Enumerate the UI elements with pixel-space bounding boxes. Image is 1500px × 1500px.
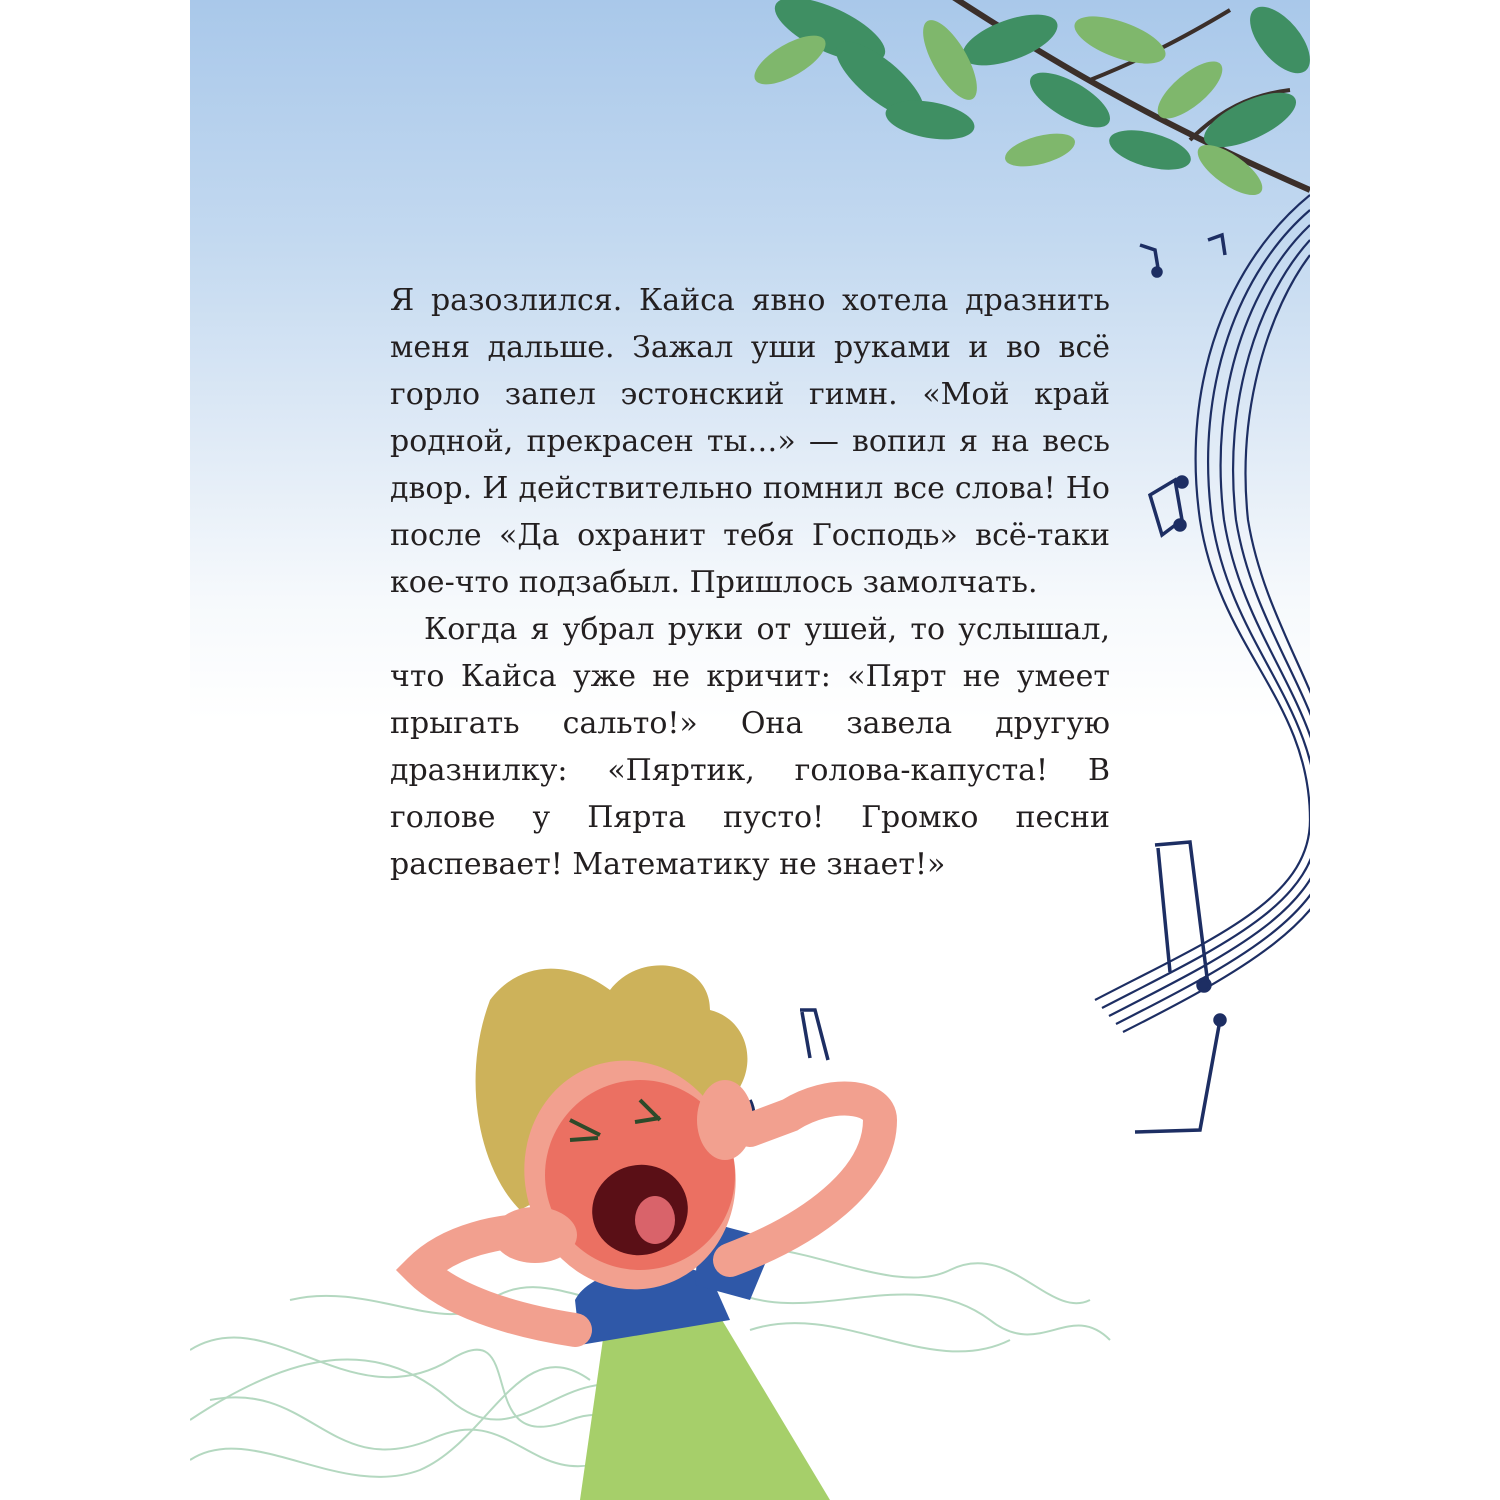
book-page — [190, 0, 1310, 1500]
story-text — [390, 277, 1110, 888]
tree-branch — [747, 0, 1310, 204]
music-staff — [1095, 195, 1310, 1032]
story-paragraph-1: Я разозлился. Кайса явно хотела дразнить меня дальше. Зажал уши руками и во всё горло запел эстонский гимн. «Мой край родной, прекрасен ты…» — вопил я на весь двор. И действительно помнил все слова! Но после «Да охранит тебя Господь» всё-таки кое-что подзабыл. Пришлось замолчать. — [390, 283, 1110, 600]
story-paragraph-2: Когда я убрал руки от ушей, то услышал, что Кайса уже не кричит: «Пярт не умеет прыгать сальто!» Она завела другую дразнилку: «Пяртик, голова-капуста! В голове у Пярта пусто! Громко песни распевает! Математику не знает!» — [390, 612, 1110, 882]
